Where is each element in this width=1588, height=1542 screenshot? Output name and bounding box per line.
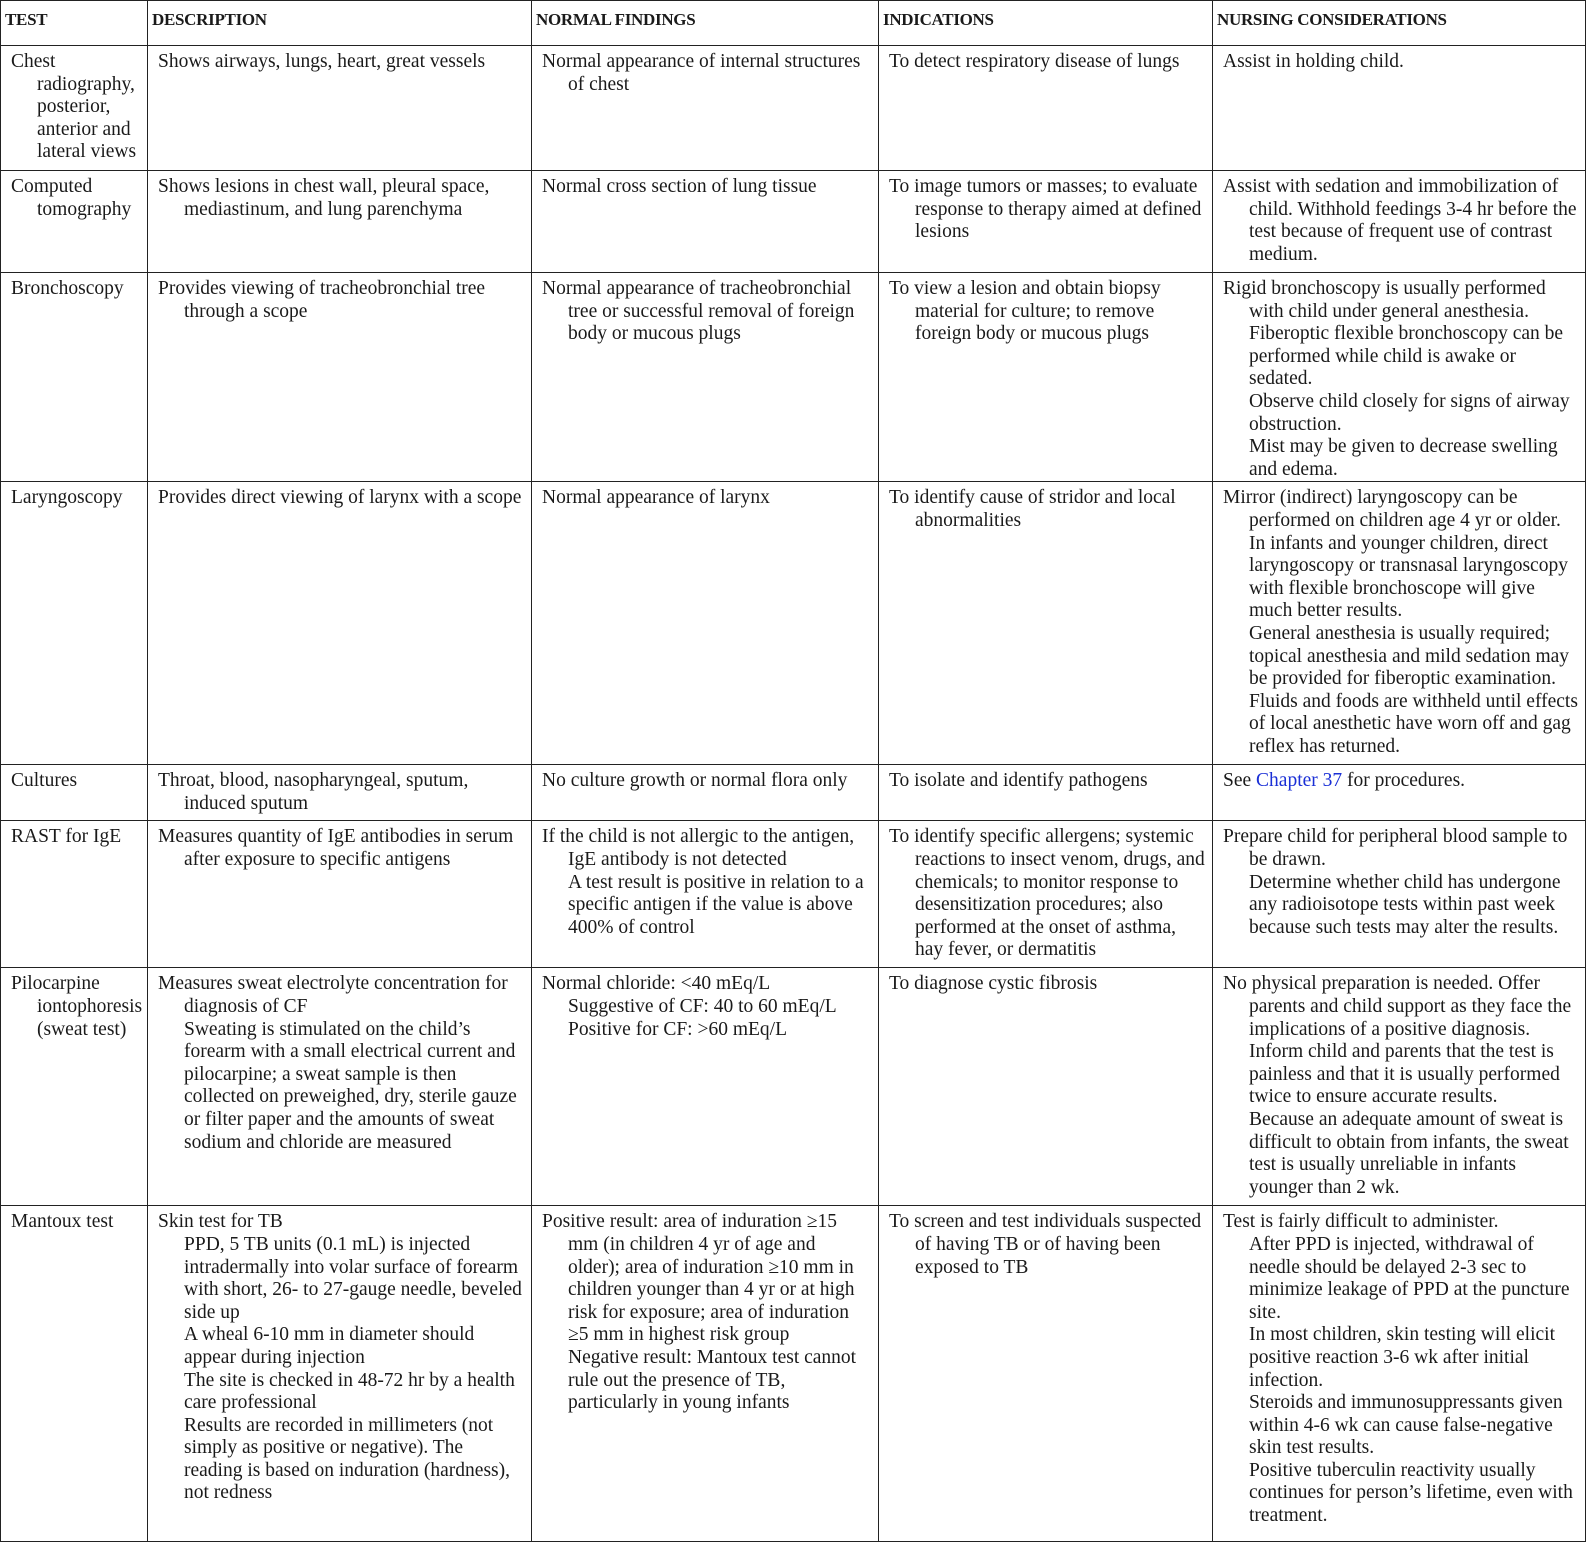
nursing-text: Test is fairly difficult to administer. (1223, 1211, 1499, 1233)
header-row (1, 1, 1586, 46)
nursing-cell (1213, 46, 1586, 171)
test-name: Bronchoscopy (11, 278, 124, 299)
description-text: Provides direct viewing of larynx with a scope (158, 487, 522, 509)
indications-text: To view a lesion and obtain biopsy material for culture; to remove foreign body or mucous plugs (889, 278, 1161, 345)
normal-findings-text: A test result is positive in relation to a specific antigen if the value is above 400% of control (568, 871, 864, 938)
nursing-cell (1213, 171, 1586, 273)
test-cell (1, 46, 148, 171)
description-text: A wheal 6-10 mm in diameter should appear during injection (184, 1324, 475, 1368)
normal-findings-cell (532, 821, 879, 968)
description-text: Measures quantity of IgE antibodies in serum after exposure to specific antigens (158, 826, 514, 870)
indications-text: To identify specific allergens; systemic reactions to insect venom, drugs, and chemicals; to monitor response to desensitization procedures; also performed at the onset of asthma, hay fever, or dermatitis (889, 826, 1205, 961)
indications-text: To isolate and identify pathogens (889, 770, 1148, 792)
test-name: Chest radiography, posterior, anterior and lateral views (11, 51, 137, 163)
test-name: Mantoux test (11, 1211, 114, 1233)
indications-cell (879, 46, 1213, 171)
header-indications: INDICATIONS (879, 1, 1213, 46)
test-cell (1, 273, 148, 482)
normal-findings-text: Normal appearance of larynx (542, 487, 770, 509)
description-cell (148, 46, 532, 171)
indications-text: To screen and test individuals suspected of having TB or of having been exposed to TB (889, 1211, 1202, 1278)
nursing-text: Determine whether child has undergone any radioisotope tests within past week because such tests may alter the results. (1249, 871, 1561, 938)
normal-findings-text: Normal cross section of lung tissue (542, 176, 817, 197)
nursing-text-suffix: for procedures. (1347, 770, 1466, 792)
table-row (1, 1206, 1586, 1542)
header-normal-findings: NORMAL FINDINGS (532, 1, 879, 46)
test-cell (1, 821, 148, 968)
test-cell (1, 1206, 148, 1542)
nursing-cell (1213, 482, 1586, 765)
test-cell (1, 482, 148, 765)
description-text: Shows lesions in chest wall, pleural space, mediastinum, and lung parenchyma (158, 176, 490, 220)
test-name: Laryngoscopy (11, 487, 123, 509)
nursing-text: No physical preparation is needed. Offer parents and child support as they face the implications of a positive diagnosis. (1223, 973, 1572, 1040)
table-row (1, 482, 1586, 765)
normal-findings-text: If the child is not allergic to the antigen, IgE antibody is not detected (542, 826, 855, 870)
indications-cell (879, 821, 1213, 968)
normal-findings-cell (532, 46, 879, 171)
test-cell (1, 765, 148, 821)
nursing-text: Assist in holding child. (1223, 51, 1404, 72)
test-name: RAST for IgE (11, 826, 122, 848)
nursing-text: Observe child closely for signs of airway obstruction. (1249, 390, 1570, 435)
nursing-text: In most children, skin testing will elicit positive reaction 3-6 wk after initial infection. (1249, 1324, 1556, 1391)
normal-findings-text: Suggestive of CF: 40 to 60 mEq/L (568, 995, 837, 1017)
normal-findings-text: Positive for CF: >60 mEq/L (568, 1018, 788, 1040)
indications-text: To identify cause of stridor and local abnormalities (889, 487, 1176, 531)
description-text: Provides viewing of tracheobronchial tree through a scope (158, 278, 486, 322)
nursing-cell (1213, 821, 1586, 968)
indications-cell (879, 968, 1213, 1206)
description-text: PPD, 5 TB units (0.1 mL) is injected intradermally into volar surface of forearm with short, 26- to 27-gauge needle, beveled side up (184, 1233, 522, 1323)
table-row (1, 968, 1586, 1206)
nursing-text: General anesthesia is usually required; topical anesthesia and mild sedation may be provided for fiberoptic examination. (1249, 622, 1570, 690)
chapter-37-link[interactable]: Chapter 37 (1256, 770, 1343, 792)
indications-cell (879, 273, 1213, 482)
nursing-text: In infants and younger children, direct laryngoscopy or transnasal laryngoscopy with flexible bronchoscope will give much better results. (1249, 532, 1568, 622)
nursing-cell (1213, 273, 1586, 482)
indications-text: To image tumors or masses; to evaluate response to therapy aimed at defined lesions (889, 176, 1202, 243)
normal-findings-text: Negative result: Mantoux test cannot rule out the presence of TB, particularly in young infants (568, 1346, 857, 1414)
description-cell (148, 171, 532, 273)
description-text: Results are recorded in millimeters (not simply as positive or negative). The reading is based on induration (hardness), not redness (184, 1414, 510, 1504)
normal-findings-text: Normal appearance of internal structures of chest (542, 51, 861, 95)
description-text: The site is checked in 48-72 hr by a health care professional (184, 1369, 515, 1414)
indications-cell (879, 171, 1213, 273)
normal-findings-cell (532, 273, 879, 482)
header-nursing-considerations: NURSING CONSIDERATIONS (1213, 1, 1586, 46)
description-cell (148, 482, 532, 765)
indications-cell (879, 1206, 1213, 1542)
test-name: Computed tomography (11, 176, 132, 220)
nursing-cell (1213, 968, 1586, 1206)
nursing-text: Mist may be given to decrease swelling and edema. (1249, 436, 1558, 480)
description-cell (148, 765, 532, 821)
normal-findings-cell (532, 482, 879, 765)
description-cell (148, 821, 532, 968)
nursing-text: Steroids and immunosuppressants given within 4-6 wk can cause false-negative skin test results. (1249, 1392, 1563, 1459)
indications-text: To detect respiratory disease of lungs (889, 51, 1180, 72)
table-row (1, 765, 1586, 821)
nursing-text: Because an adequate amount of sweat is difficult to obtain from infants, the sweat test is usually unreliable in infants younger than 2 wk. (1249, 1108, 1569, 1198)
nursing-text: Inform child and parents that the test is painless and that it is usually performed twice to ensure accurate results. (1249, 1041, 1560, 1108)
indications-cell (879, 482, 1213, 765)
normal-findings-cell (532, 171, 879, 273)
description-cell (148, 1206, 532, 1542)
header-description: DESCRIPTION (148, 1, 532, 46)
description-text: Skin test for TB (158, 1211, 283, 1233)
description-text: Sweating is stimulated on the child’s forearm with a small electrical current and pilocarpine; a sweat sample is then collected on preweighed, dry, sterile gauze or filter paper and the amounts of sweat sodium and chloride are measured (184, 1018, 517, 1153)
indications-text: To diagnose cystic fibrosis (889, 973, 1098, 995)
table-row (1, 171, 1586, 273)
nursing-text-prefix: See (1223, 770, 1252, 792)
nursing-cell (1213, 1206, 1586, 1542)
test-cell (1, 968, 148, 1206)
description-cell (148, 273, 532, 482)
normal-findings-cell (532, 765, 879, 821)
normal-findings-text: Normal chloride: <40 mEq/L (542, 973, 771, 995)
normal-findings-text: Normal appearance of tracheobronchial tree or successful removal of foreign body or mucous plugs (542, 278, 855, 345)
nursing-text: Fiberoptic flexible bronchoscopy can be performed while child is awake or sedated. (1249, 323, 1564, 390)
table-row (1, 821, 1586, 968)
indications-cell (879, 765, 1213, 821)
nursing-text: Positive tuberculin reactivity usually continues for person’s lifetime, even with treatment. (1249, 1459, 1573, 1527)
test-name: Pilocarpine iontophoresis (sweat test) (11, 973, 143, 1040)
nursing-text: Rigid bronchoscopy is usually performed with child under general anesthesia. (1223, 278, 1546, 322)
normal-findings-text: No culture growth or normal flora only (542, 770, 848, 792)
test-cell (1, 171, 148, 273)
table-row (1, 273, 1586, 482)
nursing-text: Prepare child for peripheral blood sample to be drawn. (1223, 826, 1568, 870)
nursing-text: Mirror (indirect) laryngoscopy can be performed on children age 4 yr or older. (1223, 487, 1561, 531)
nursing-cell (1213, 765, 1586, 821)
description-text: Throat, blood, nasopharyngeal, sputum, induced sputum (158, 770, 469, 814)
normal-findings-cell (532, 968, 879, 1206)
description-cell (148, 968, 532, 1206)
table-row (1, 46, 1586, 171)
description-text: Measures sweat electrolyte concentration for diagnosis of CF (158, 973, 508, 1017)
normal-findings-cell (532, 1206, 879, 1542)
nursing-text: After PPD is injected, withdrawal of needle should be delayed 2-3 sec to minimize leakage of PPD at the puncture site. (1249, 1233, 1570, 1323)
header-test: TEST (1, 1, 148, 46)
test-name: Cultures (11, 770, 78, 792)
description-text: Shows airways, lungs, heart, great vessels (158, 51, 486, 72)
nursing-text: Fluids and foods are withheld until effects of local anesthetic have worn off and gag reflex has returned. (1249, 690, 1578, 757)
nursing-text: Assist with sedation and immobilization of child. Withhold feedings 3-4 hr before the test because of frequent use of contrast medium. (1223, 176, 1577, 265)
normal-findings-text: Positive result: area of induration ≥15 mm (in children 4 yr of age and older); area of induration ≥10 mm in children younger than 4 yr or at high risk for exposure; area of induration ≥5 mm in highest risk group (542, 1211, 855, 1346)
